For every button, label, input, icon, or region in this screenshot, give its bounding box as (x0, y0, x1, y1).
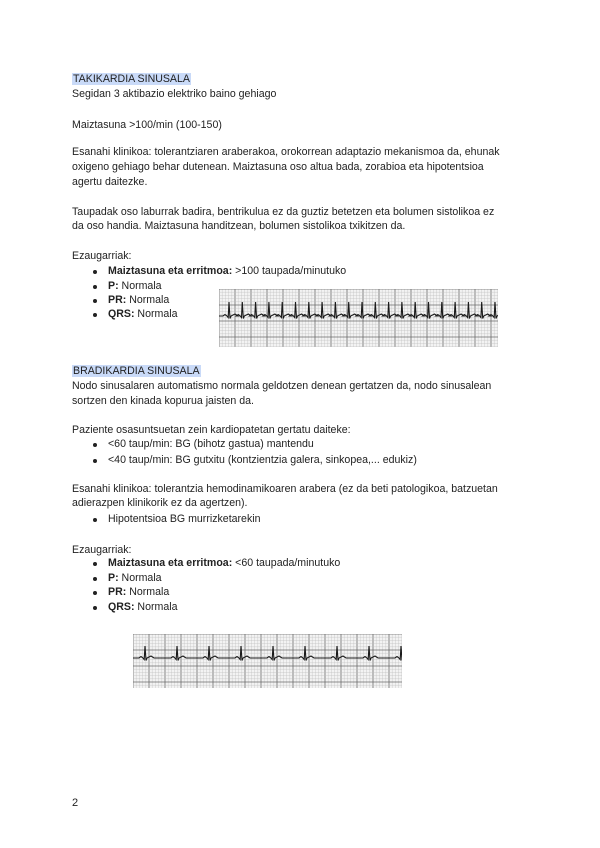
bullet-icon (93, 443, 97, 447)
bradi-clinical-line-2: adierazpen klinikorik ez da agertzen). (72, 497, 248, 509)
taki-note-line-1: Taupadak oso laburrak badira, bentrikulua ez da guztiz betetzen eta bolumen sistolikoa ez (72, 206, 495, 218)
taki-frequency: Maiztasuna >100/min (100-150) (72, 119, 222, 131)
bullet-icon (93, 299, 97, 303)
bullet-icon (93, 270, 97, 274)
bradi-feature-pr: PR: Normala (108, 586, 170, 598)
bullet-icon (93, 591, 97, 595)
page-number: 2 (72, 797, 79, 809)
taki-feature-rate: Maiztasuna eta erritmoa: >100 taupada/minutuko (108, 265, 347, 277)
bradi-desc-line-1: Nodo sinusalaren automatismo normala geldotzen denean gertatzen da, nodo sinusalean (72, 380, 492, 392)
bradi-features-label: Ezaugarriak: (72, 544, 132, 556)
bullet-icon (93, 313, 97, 317)
bradycardia-ecg-strip (133, 634, 402, 688)
bradi-clinical-line-1: Esanahi klinikoa: tolerantzia hemodinamikoaren arabera (ez da beti patologikoa, batzuetan (72, 483, 498, 495)
bullet-icon (93, 285, 97, 289)
taki-features-label: Ezaugarriak: (72, 250, 132, 262)
taki-clinical-line-3: agertu daitezke. (72, 176, 148, 188)
bradi-desc-line-2: sortzen den kinada kopurua jaisten da. (72, 395, 254, 407)
bullet-icon (93, 459, 97, 463)
bradi-title: BRADIKARDIA SINUSALA (73, 365, 200, 377)
taki-title: TAKIKARDIA SINUSALA (73, 73, 190, 85)
taki-feature-p: P: Normala (108, 280, 162, 292)
bradi-feature-p: P: Normala (108, 572, 162, 584)
ecg-grid (133, 634, 402, 688)
bradi-feature-rate: Maiztasuna eta erritmoa: <60 taupada/minutuko (108, 557, 341, 569)
bullet-icon (93, 577, 97, 581)
bullet-icon (93, 518, 97, 522)
taki-clinical-line-1: Esanahi klinikoa: tolerantziaren araberakoa, orokorrean adaptazio mekanismoa da, ehunak (72, 146, 500, 158)
bullet-icon (93, 562, 97, 566)
bullet-icon (93, 606, 97, 610)
bradi-healthy-intro: Paziente osasuntsuetan zein kardiopatetan gertatu daiteke: (72, 424, 351, 436)
bradi-feature-qrs: QRS: Normala (108, 601, 178, 613)
taki-feature-pr: PR: Normala (108, 294, 170, 306)
list-item: Hipotentsioa BG murrizketarekin (108, 513, 261, 525)
taki-feature-qrs: QRS: Normala (108, 308, 178, 320)
tachycardia-ecg-strip (219, 289, 498, 347)
taki-note-line-2: da oso handia. Maiztasuna handitzean, bolumen sistolikoa txikitzen da. (72, 220, 406, 232)
list-item: <40 taup/min: BG gutxitu (kontzientzia galera, sinkopea,... edukiz) (108, 454, 417, 466)
list-item: <60 taup/min: BG (bihotz gastua) mantendu (108, 438, 314, 450)
taki-subtitle: Segidan 3 aktibazio elektriko baino gehiago (72, 88, 277, 100)
ecg-trace (219, 302, 498, 319)
taki-clinical-line-2: oxigeno gehiago behar dutenean. Maiztasuna oso altua bada, zorabioa eta hipotentsioa (72, 161, 484, 173)
